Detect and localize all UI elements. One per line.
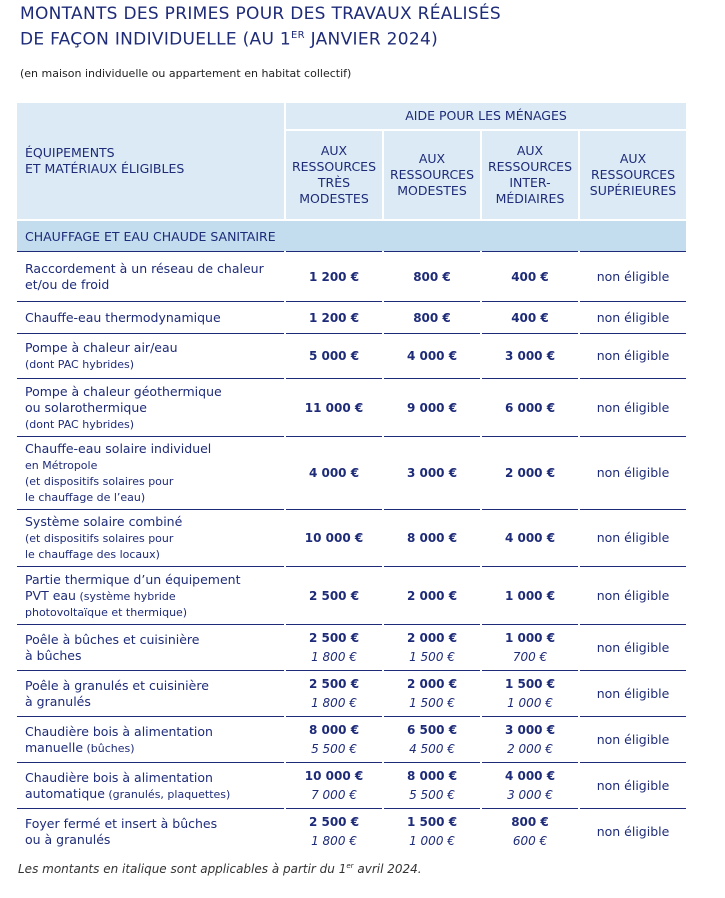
amount-cell xyxy=(481,717,579,763)
table-row xyxy=(17,334,686,379)
amount-value: 6 500 € xyxy=(406,723,458,737)
row-label-note: (dont PAC hybrides) xyxy=(25,358,135,371)
amount-cell xyxy=(285,717,383,763)
eligibility-cell: non éligible xyxy=(579,671,686,717)
row-label-line: Foyer fermé et insert à bûches xyxy=(25,815,218,831)
amount-cell xyxy=(285,625,383,671)
amount-value-from-april: 1 000 € xyxy=(409,834,455,849)
amount-value: 400 € xyxy=(511,310,549,325)
amount-cell xyxy=(383,252,481,302)
amount-cell xyxy=(481,625,579,671)
amount-cell xyxy=(481,252,579,302)
eligibility-cell: non éligible xyxy=(579,763,686,809)
amount-value: 8 000 € xyxy=(406,769,458,783)
amount-cell xyxy=(285,510,383,567)
amount-value: 9 000 € xyxy=(406,400,458,415)
amount-cell xyxy=(383,437,481,510)
amount-value: 2 500 € xyxy=(308,677,360,691)
amount-cell xyxy=(383,334,481,379)
eligibility-cell: non éligible xyxy=(579,252,686,302)
eligibility-cell: non éligible xyxy=(579,379,686,437)
row-label-line: Pompe à chaleur air/eau xyxy=(25,340,178,355)
amount-cell xyxy=(383,567,481,625)
amount-value-from-april: 1 000 € xyxy=(507,696,553,710)
table-row xyxy=(17,671,686,717)
row-label-note: le chauffage des locaux) xyxy=(25,548,160,561)
amount-cell xyxy=(481,437,579,510)
row-label-line: à bûches xyxy=(25,647,82,663)
row-label-note: le chauffage de l’eau) xyxy=(25,491,146,504)
eligibility-cell: non éligible xyxy=(579,302,686,334)
row-label-line: Chauffe-eau thermodynamique xyxy=(25,309,221,325)
table-row xyxy=(17,510,686,567)
amount-value-from-april: 1 500 € xyxy=(409,696,455,710)
table-row xyxy=(17,302,686,334)
amount-cell xyxy=(481,809,579,855)
amount-value: 4 000 € xyxy=(406,349,458,363)
amount-cell xyxy=(383,302,481,334)
amount-value: 1 500 € xyxy=(504,677,556,691)
row-label-line: Poêle à bûches et cuisinière xyxy=(25,631,200,647)
amount-value: 1 000 € xyxy=(504,588,556,603)
amount-cell xyxy=(481,334,579,379)
footnote: Les montants en italique sont applicables à partir du 1er avril 2024. xyxy=(18,862,422,876)
amount-value: 4 000 € xyxy=(504,769,556,783)
row-label xyxy=(17,379,285,437)
amount-value: 5 000 € xyxy=(308,349,360,363)
eligibility-cell: non éligible xyxy=(579,717,686,763)
row-label-line: Chaudière bois à alimentation xyxy=(25,769,213,785)
amount-value: 3 000 € xyxy=(504,349,556,363)
row-label xyxy=(17,302,285,334)
row-label xyxy=(17,809,285,855)
amount-value: 1 000 € xyxy=(504,631,556,645)
amount-cell xyxy=(383,510,481,567)
amount-value: 1 500 € xyxy=(406,815,458,830)
amount-value: 800 € xyxy=(413,310,451,325)
column-header-modest: AUX RESSOURCES MODESTES xyxy=(383,130,481,220)
amount-cell xyxy=(285,379,383,437)
row-label xyxy=(17,510,285,567)
group-header-household-aid: AIDE POUR LES MÉNAGES xyxy=(285,103,686,130)
column-header-very-modest: AUX RESSOURCES TRÈS MODESTES xyxy=(285,130,383,220)
amount-value: 6 000 € xyxy=(504,400,556,415)
row-label-detail: (bûches) xyxy=(83,741,135,755)
amount-value-from-april: 700 € xyxy=(512,650,548,664)
eligibility-cell: non éligible xyxy=(579,334,686,379)
page-title xyxy=(20,4,501,51)
title-line-2b: JANVIER 2024) xyxy=(304,29,439,50)
amount-cell xyxy=(481,510,579,567)
amount-cell xyxy=(285,437,383,510)
row-label-line: Partie thermique d’un équipement xyxy=(25,571,241,587)
amount-cell xyxy=(285,671,383,717)
amount-value: 11 000 € xyxy=(304,400,364,415)
amount-cell xyxy=(383,379,481,437)
amount-value-from-april: 1 800 € xyxy=(311,696,357,710)
amount-value: 800 € xyxy=(511,815,549,830)
table-row xyxy=(17,809,686,855)
row-label-line: manuelle xyxy=(25,739,84,755)
column-header-equipment: ÉQUIPEMENTS ET MATÉRIAUX ÉLIGIBLES xyxy=(17,103,285,220)
row-label-detail: (granulés, plaquettes) xyxy=(104,787,231,801)
amount-cell xyxy=(481,763,579,809)
amount-value: 2 000 € xyxy=(406,588,458,603)
table-row xyxy=(17,763,686,809)
amount-value-from-april: 1 800 € xyxy=(311,834,357,849)
subtitle-note: (en maison individuelle ou appartement en habitat collectif) xyxy=(20,67,352,80)
row-label-line: à granulés xyxy=(25,693,91,709)
row-label xyxy=(17,763,285,809)
amount-value: 800 € xyxy=(413,269,451,284)
eligibility-cell: non éligible xyxy=(579,567,686,625)
title-line-2a: DE FAÇON INDIVIDUELLE (AU 1 xyxy=(20,29,292,50)
amount-cell xyxy=(383,763,481,809)
row-label-line: Chauffe-eau solaire individuel xyxy=(25,441,212,456)
table-body xyxy=(17,252,686,855)
amount-value-from-april: 1 500 € xyxy=(409,650,455,664)
section-heading-heating: CHAUFFAGE ET EAU CHAUDE SANITAIRE xyxy=(17,220,686,252)
amount-cell xyxy=(383,671,481,717)
row-label-detail: (système hybride xyxy=(75,589,176,603)
table-row xyxy=(17,717,686,763)
amount-value: 1 200 € xyxy=(308,310,360,325)
amount-value: 10 000 € xyxy=(304,531,364,545)
eligibility-cell: non éligible xyxy=(579,625,686,671)
amount-value: 3 000 € xyxy=(406,466,458,480)
row-label-note: (dont PAC hybrides) xyxy=(25,417,135,431)
table-row xyxy=(17,437,686,510)
row-label xyxy=(17,567,285,625)
amount-value-from-april: 600 € xyxy=(512,834,548,849)
row-label-note: (et dispositifs solaires pour xyxy=(25,475,174,488)
row-label xyxy=(17,437,285,510)
amount-value-from-april: 5 500 € xyxy=(409,788,455,802)
amount-cell xyxy=(285,252,383,302)
row-label xyxy=(17,625,285,671)
amount-value: 2 500 € xyxy=(308,815,360,830)
amount-value: 1 200 € xyxy=(308,269,360,284)
title-line-1: MONTANTS DES PRIMES POUR DES TRAVAUX RÉALISÉS xyxy=(20,4,501,24)
column-header-superior: AUX RESSOURCES SUPÉRIEURES xyxy=(579,130,686,220)
amount-value: 2 000 € xyxy=(406,677,458,691)
row-label-line: ou à granulés xyxy=(25,831,111,847)
row-label-note: en Métropole xyxy=(25,459,98,472)
column-header-intermediate: AUX RESSOURCES INTER- MÉDIAIRES xyxy=(481,130,579,220)
row-label xyxy=(17,252,285,302)
table-row xyxy=(17,252,686,302)
row-label-line: Chaudière bois à alimentation xyxy=(25,723,213,739)
amount-value-from-april: 5 500 € xyxy=(311,742,357,756)
amount-cell xyxy=(481,379,579,437)
amount-value: 10 000 € xyxy=(304,769,364,783)
row-label-line: et/ou de froid xyxy=(25,276,110,292)
amount-cell xyxy=(383,625,481,671)
amount-cell xyxy=(383,809,481,855)
row-label-note: photovoltaïque et thermique) xyxy=(25,605,188,619)
amount-value-from-april: 3 000 € xyxy=(507,788,553,802)
row-label xyxy=(17,334,285,379)
amount-value: 8 000 € xyxy=(308,723,360,737)
amount-cell xyxy=(481,671,579,717)
row-label-note: (et dispositifs solaires pour xyxy=(25,532,174,545)
amount-value: 4 000 € xyxy=(308,466,360,480)
amount-value: 400 € xyxy=(511,269,549,284)
row-label-line: PVT eau xyxy=(25,587,76,603)
row-label-line: Système solaire combiné xyxy=(25,514,183,529)
amount-cell xyxy=(285,809,383,855)
amount-cell xyxy=(285,567,383,625)
amount-value: 3 000 € xyxy=(504,723,556,737)
table-row xyxy=(17,625,686,671)
table-row xyxy=(17,379,686,437)
title-line-2-sup: ER xyxy=(291,30,305,41)
amount-value-from-april: 4 500 € xyxy=(409,742,455,756)
amount-cell xyxy=(285,763,383,809)
amount-cell xyxy=(285,302,383,334)
row-label-line: Raccordement à un réseau de chaleur xyxy=(25,260,264,276)
amount-value: 2 000 € xyxy=(504,466,556,480)
row-label xyxy=(17,671,285,717)
eligibility-cell: non éligible xyxy=(579,437,686,510)
row-label-line: Pompe à chaleur géothermique xyxy=(25,383,222,399)
grants-table xyxy=(17,103,686,855)
amount-value: 4 000 € xyxy=(504,531,556,545)
amount-cell xyxy=(383,717,481,763)
eligibility-cell: non éligible xyxy=(579,510,686,567)
amount-cell xyxy=(481,302,579,334)
amount-value: 2 500 € xyxy=(308,631,360,645)
row-label-line: automatique xyxy=(25,785,105,801)
row-label-line: Poêle à granulés et cuisinière xyxy=(25,677,209,693)
amount-value: 2 000 € xyxy=(406,631,458,645)
amount-value-from-april: 2 000 € xyxy=(507,742,553,756)
amount-value: 8 000 € xyxy=(406,531,458,545)
amount-value: 2 500 € xyxy=(308,588,360,603)
table-row xyxy=(17,567,686,625)
amount-value-from-april: 1 800 € xyxy=(311,650,357,664)
row-label-line: ou solarothermique xyxy=(25,399,147,415)
amount-value-from-april: 7 000 € xyxy=(311,788,357,802)
row-label xyxy=(17,717,285,763)
amount-cell xyxy=(481,567,579,625)
eligibility-cell: non éligible xyxy=(579,809,686,855)
amount-cell xyxy=(285,334,383,379)
